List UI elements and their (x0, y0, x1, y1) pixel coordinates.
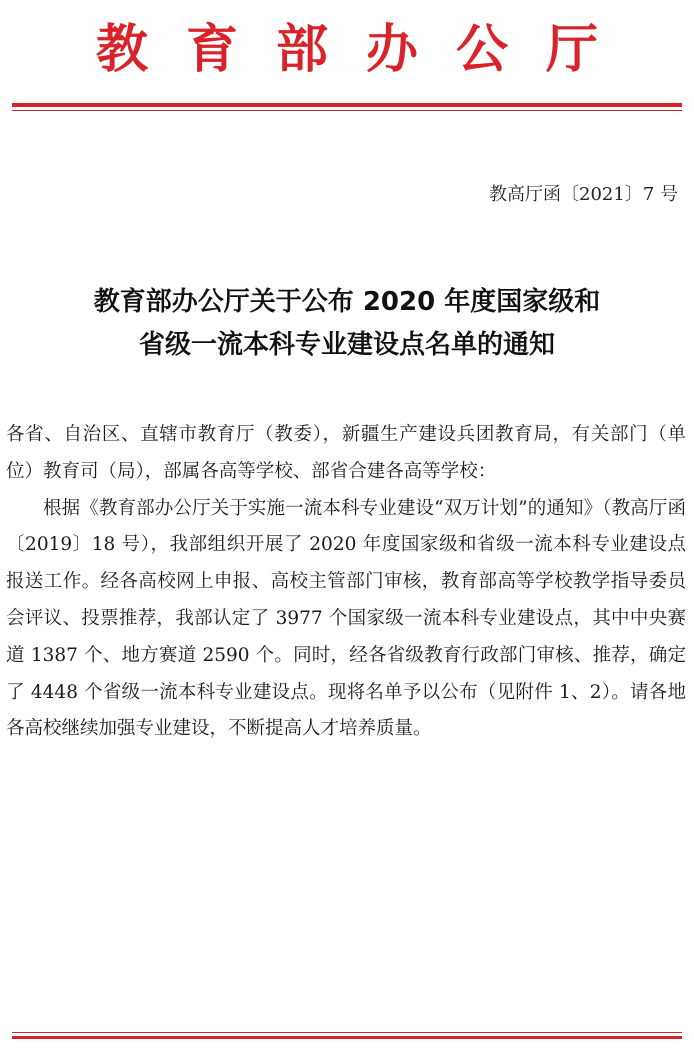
document-body (6, 417, 686, 748)
title-line-1: 教育部办公厅关于公布 2020 年度国家级和 (93, 287, 601, 317)
letterhead-rule-thin (12, 110, 682, 111)
footer-rule-thin (12, 1032, 682, 1033)
title-line-2: 省级一流本科专业建设点名单的通知 (138, 330, 555, 360)
document-number: 教高厅函〔2021〕7 号 (489, 184, 678, 205)
issuer-letterhead: 教育部办公厅 (95, 20, 636, 80)
document-title (0, 281, 694, 367)
body-paragraph: 根据《教育部办公厅关于实施一流本科专业建设“双万计划”的通知》（教高厅函〔2019〕18 号），我部组织开展了 2020 年度国家级和省级一流本科专业建设点报送工作。经各高校网上申报、高校主管部门审核，教育部高等学校教学指导委员会评议、投票推荐，我部认定了 3977 个国家级一流本科专业建设点，其中中央赛道 1387 个、地方赛道 2590 个。同时，经各省级教育行政部门审核、推荐，确定了 4448 个省级一流本科专业建设点。现将名单予以公布（见附件 1、2）。请各地各高校继续加强专业建设，不断提高人才培养质量。 (6, 497, 686, 740)
letterhead-rule-thick (12, 103, 682, 107)
footer-rule-thick (12, 1036, 682, 1039)
salutation: 各省、自治区、直辖市教育厅（教委），新疆生产建设兵团教育局，有关部门（单位）教育司（局），部属各高等学校、部省合建各高等学校： (6, 424, 686, 482)
